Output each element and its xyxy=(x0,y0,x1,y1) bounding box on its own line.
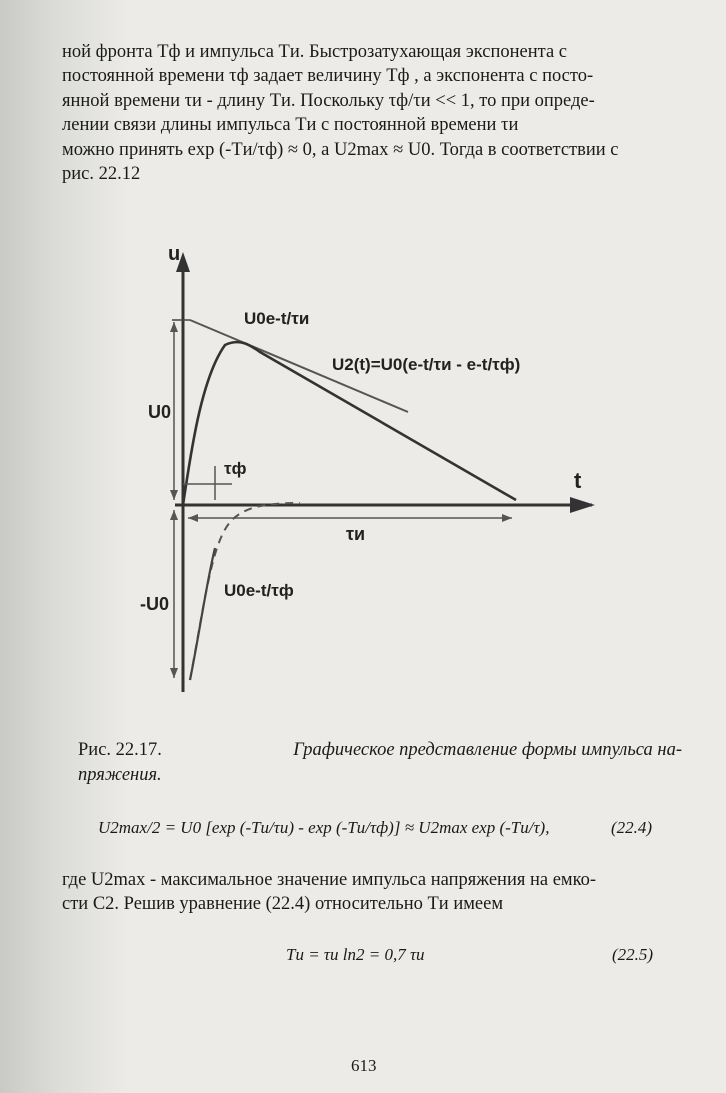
minus-u0-label: -U0 xyxy=(140,594,170,614)
u0-arrow-bottom xyxy=(170,490,178,500)
negative-exp-solid xyxy=(190,548,215,680)
u2-label: U2(t)=U0(e-t/τи - e-t/τф) xyxy=(332,355,521,374)
equation-22-4: U2max/2 = U0 [exp (-Tи/τи) - exp (-Tи/τф)] ≈ U2max exp (-Tи/τ), xyxy=(98,818,550,837)
exp-decay-label: U0e-t/τи xyxy=(244,309,310,328)
text-line: рис. 22.12 xyxy=(62,164,141,185)
minus-u0-arrow-bottom xyxy=(170,668,178,678)
text-line: янной времени τи - длину Tи. Поскольку τф/τи << 1, то при опреде- xyxy=(62,90,595,111)
axis-u-label: u xyxy=(168,243,181,265)
u0-arrow-top xyxy=(170,322,178,332)
tau-i-arrow-left xyxy=(188,514,198,522)
after-paragraph xyxy=(62,868,682,917)
text-line: можно принять exp (-Tи/τф) ≈ 0, а U2max ≈ U0. Тогда в соответствии с xyxy=(62,139,619,160)
equation-22-5-number: (22.5) xyxy=(612,945,654,964)
u0-label: U0 xyxy=(148,402,172,422)
text-line: где U2max - максимальное значение импульса напряжения на емко- xyxy=(62,870,597,890)
tau-f-label: τф xyxy=(224,459,247,478)
minus-u0-arrow-top xyxy=(170,510,178,520)
equation-22-5: Tи = τи ln2 = 0,7 τи xyxy=(286,945,425,964)
tau-i-label: τи xyxy=(346,524,366,544)
equation-22-4-number: (22.4) xyxy=(611,818,653,837)
text-line: ной фронта Tф и импульса Tи. Быстрозатухающая экспонента с xyxy=(62,42,568,62)
text-line: постоянной времени τф задает величину Tф , а экспонента с посто- xyxy=(62,66,594,87)
neg-exp-label: U0e-t/τф xyxy=(224,581,294,600)
caption-line: пряжения. xyxy=(78,765,162,785)
text-line: лении связи длины импульса Tи с постоянной времени τи xyxy=(62,115,519,136)
t-axis-arrow xyxy=(570,497,595,513)
figure-caption xyxy=(78,738,682,788)
text-line: сти C2. Решив уравнение (22.4) относительно Tи имеем xyxy=(62,894,504,915)
caption-line: Рис. 22.17. Графическое представление формы импульса на- xyxy=(78,740,682,760)
tau-i-arrow-right xyxy=(502,514,512,522)
axis-t-label: t xyxy=(574,468,582,493)
page-number: 613 xyxy=(351,1056,377,1075)
